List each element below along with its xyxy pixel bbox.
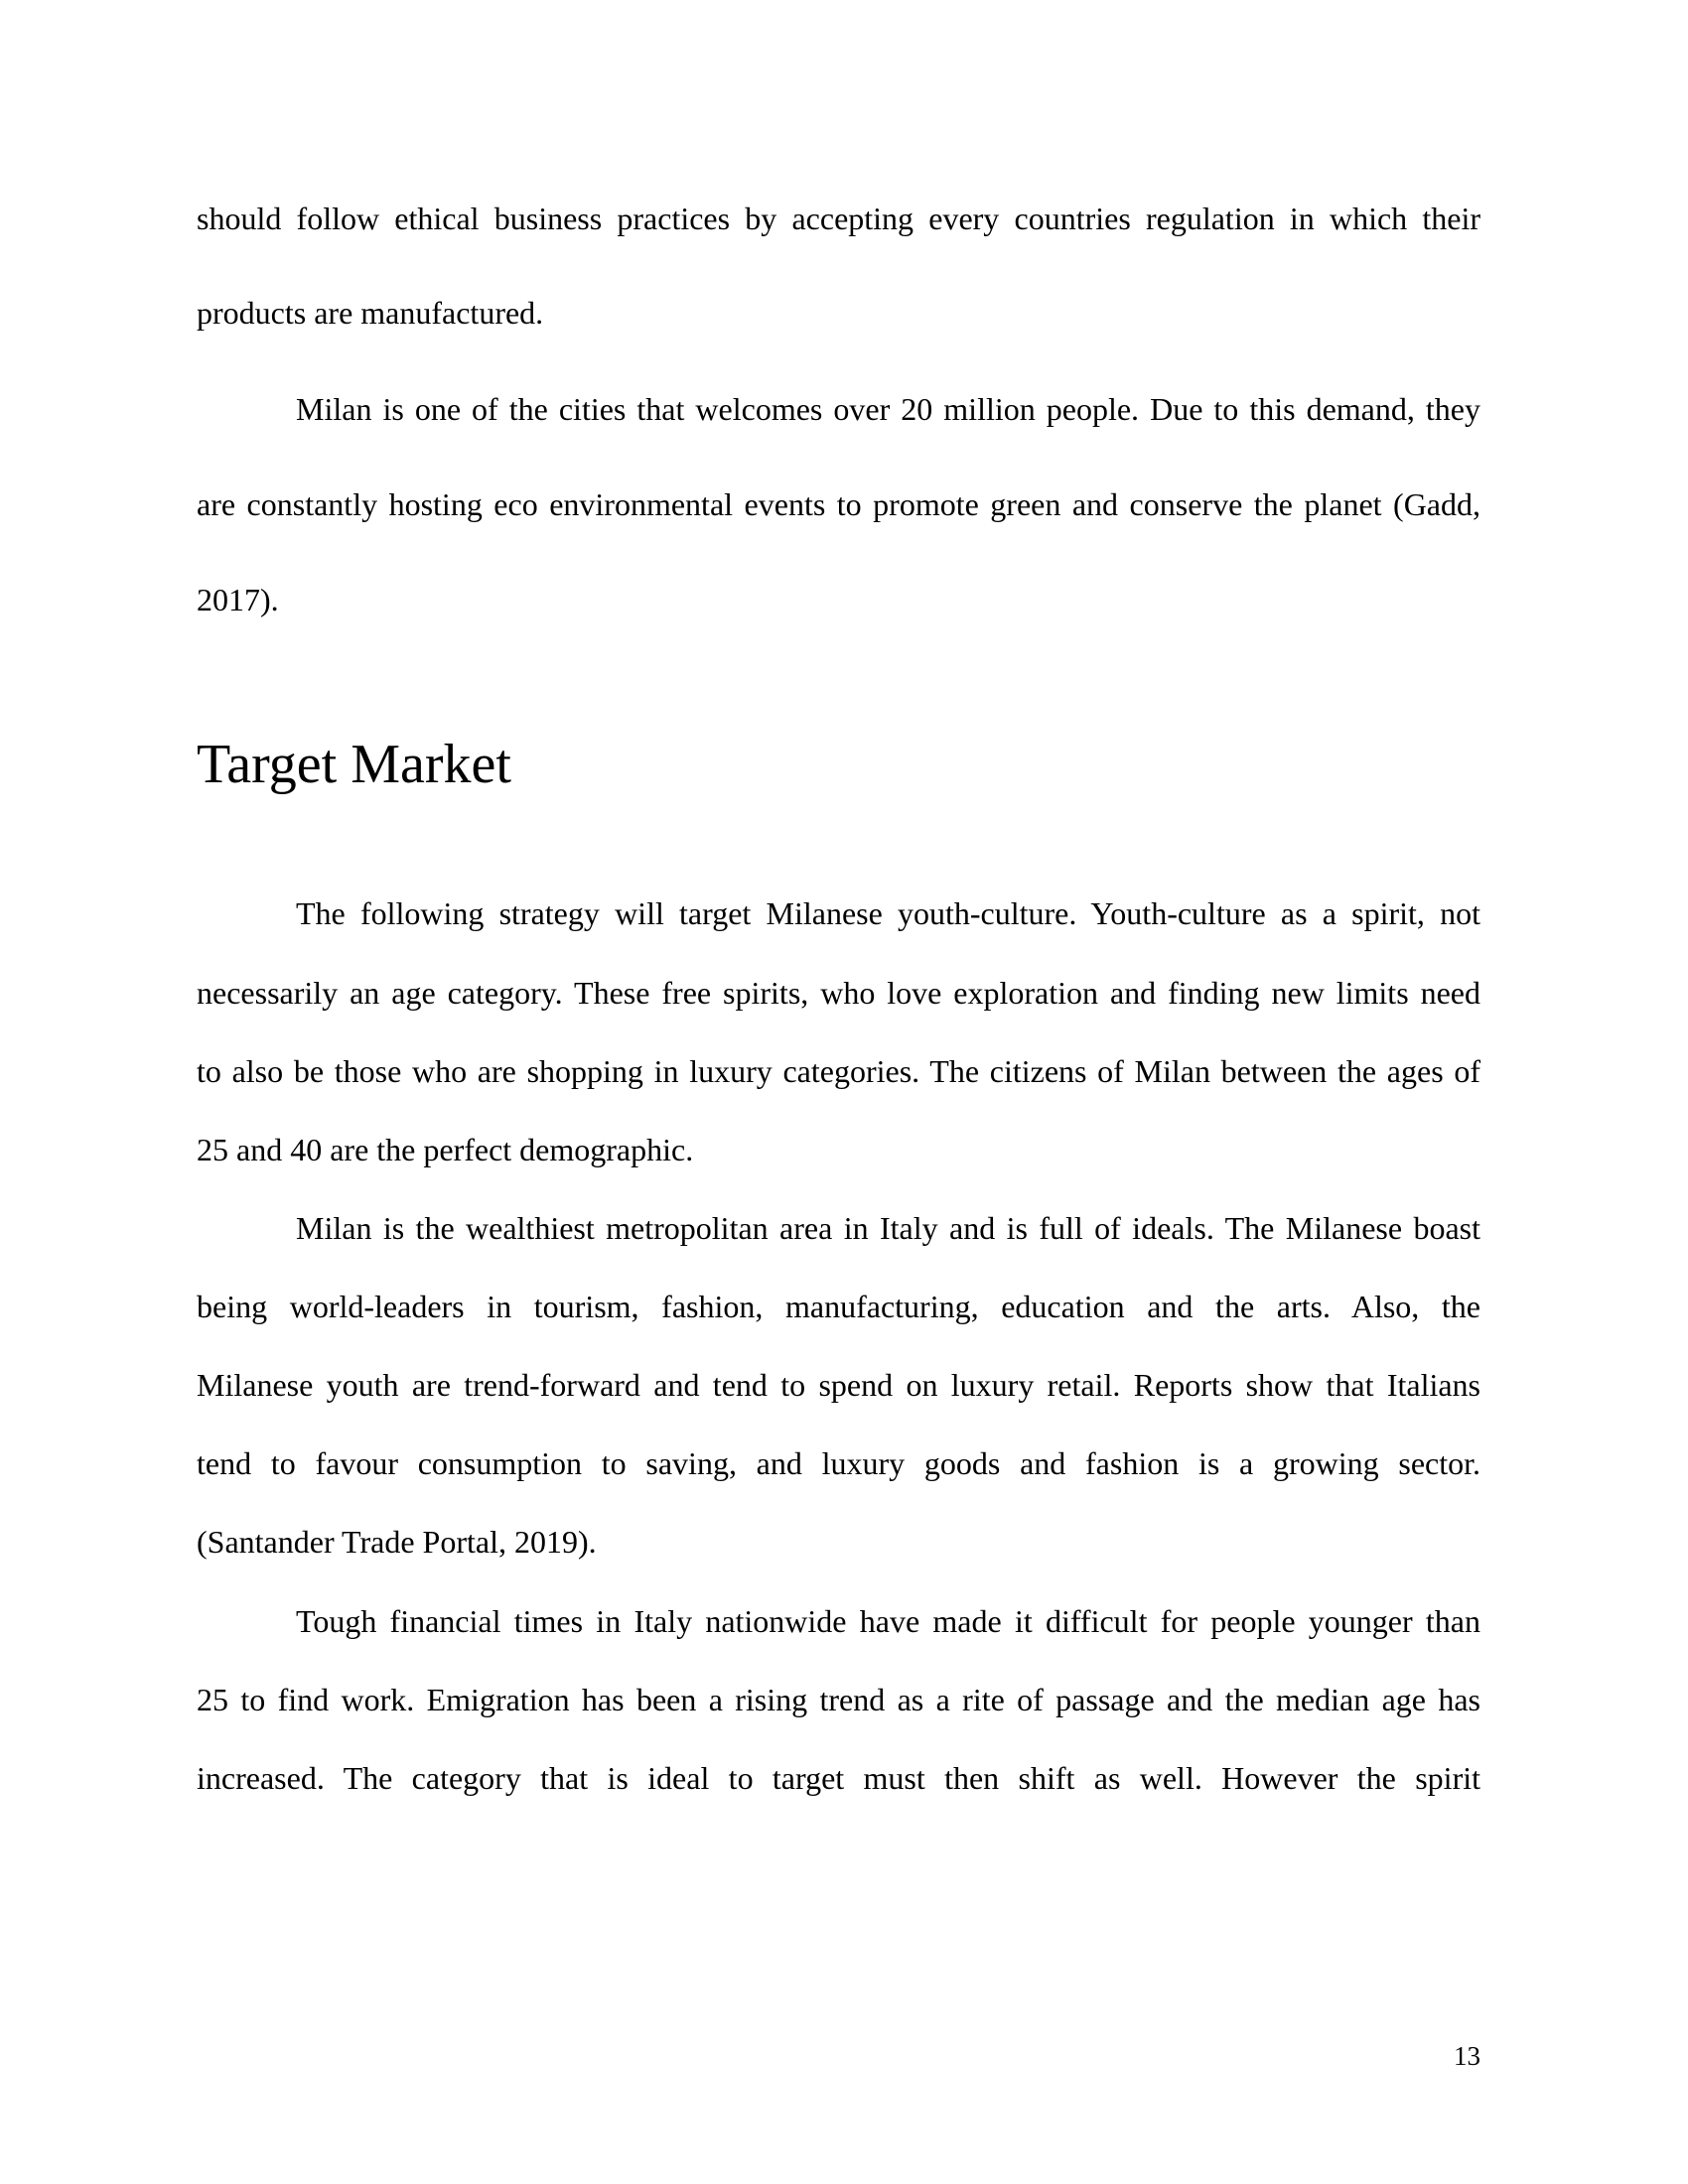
paragraph-2-line-2: are constantly hosting eco environmental events to promote green and conserve the planet (Gadd,: [197, 486, 1480, 522]
paragraph-4-line-3: Milanese youth are trend-forward and tend to spend on luxury retail. Reports show that Italians: [197, 1367, 1480, 1403]
paragraph-5-line-2: 25 to find work. Emigration has been a rising trend as a rite of passage and the median age has: [197, 1682, 1480, 1717]
paragraph-4-line-2: being world-leaders in tourism, fashion, manufacturing, education and the arts. Also, the: [197, 1289, 1480, 1324]
paragraph-2-line-1: Milan is one of the cities that welcomes over 20 million people. Due to this demand, they: [296, 391, 1480, 427]
paragraph-2-line-3: 2017).: [197, 582, 279, 617]
paragraph-3-line-2: necessarily an age category. These free spirits, who love exploration and finding new limits need: [197, 975, 1480, 1011]
section-heading: Target Market: [197, 734, 511, 795]
paragraph-3-line-1: The following strategy will target Milanese youth-culture. Youth-culture as a spirit, not: [296, 895, 1480, 931]
paragraph-1-line-2: products are manufactured.: [197, 295, 544, 331]
paragraph-1-line-1: should follow ethical business practices by accepting every countries regulation in which their: [197, 201, 1480, 236]
paragraph-4-line-1: Milan is the wealthiest metropolitan area in Italy and is full of ideals. The Milanese boast: [296, 1210, 1480, 1246]
paragraph-5-line-3: increased. The category that is ideal to target must then shift as well. However the spirit: [197, 1760, 1480, 1796]
page-number: 13: [1454, 2041, 1480, 2071]
paragraph-4-line-4: tend to favour consumption to saving, and luxury goods and fashion is a growing sector.: [197, 1445, 1480, 1481]
paragraph-3-line-4: 25 and 40 are the perfect demographic.: [197, 1132, 694, 1167]
paragraph-3-line-3: to also be those who are shopping in luxury categories. The citizens of Milan between the ages of: [197, 1053, 1480, 1089]
paragraph-4-line-5: (Santander Trade Portal, 2019).: [197, 1524, 597, 1560]
paragraph-5-line-1: Tough financial times in Italy nationwide have made it difficult for people younger than: [296, 1603, 1480, 1639]
